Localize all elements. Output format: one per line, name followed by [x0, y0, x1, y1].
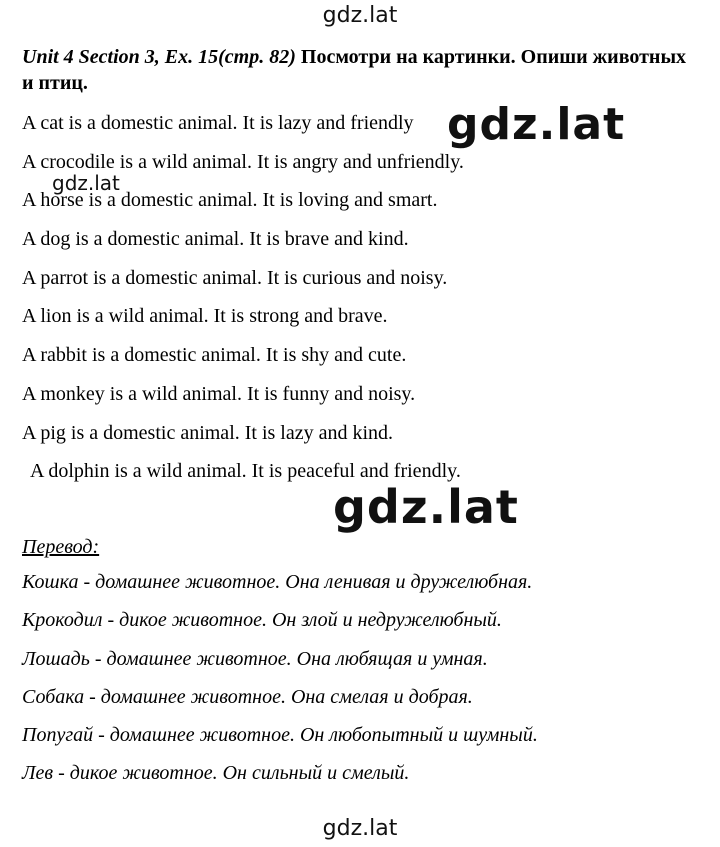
translation-sentence: Крокодил - дикое животное. Он злой и недружелюбный. [22, 609, 502, 632]
translation-sentences [0, 569, 538, 799]
english-sentence: A cat is a domestic animal. It is lazy and friendly [22, 112, 414, 134]
english-sentence: A crocodile is a wild animal. It is angry and unfriendly. [22, 150, 464, 173]
watermark-small-left: gdz.lat [52, 171, 120, 195]
watermark-large-middle: gdz.lat [333, 480, 519, 534]
exercise-header [22, 44, 702, 96]
translation-sentence: Лошадь - домашнее животное. Она любящая и умная. [22, 647, 488, 670]
english-sentence: A rabbit is a domestic animal. It is shy and cute. [22, 344, 407, 367]
english-sentence: A dolphin is a wild animal. It is peaceful and friendly. [30, 460, 461, 483]
english-sentence: A monkey is a wild animal. It is funny and noisy. [22, 382, 416, 405]
english-sentence: A parrot is a domestic animal. It is curious and noisy. [22, 266, 448, 289]
english-sentence: A pig is a domestic animal. It is lazy and kind. [22, 421, 394, 444]
exercise-instruction: Посмотри на картинки. Опиши животных и птиц. [22, 46, 687, 94]
english-sentence: A lion is a wild animal. It is strong and brave. [22, 305, 388, 328]
english-sentence: A horse is a domestic animal. It is loving and smart. [22, 189, 438, 212]
exercise-reference: Unit 4 Section 3, Ex. 15(стр. 82) [22, 46, 296, 68]
english-sentence: A dog is a domestic animal. It is brave and kind. [22, 228, 409, 251]
translation-sentence: Попугай - домашнее животное. Он любопытный и шумный. [22, 724, 538, 747]
translation-sentence: Собака - домашнее животное. Она смелая и добрая. [22, 685, 473, 708]
translation-title: Перевод: [22, 536, 100, 558]
watermark-top: gdz.lat [322, 3, 398, 28]
english-sentences [0, 110, 464, 497]
watermark-large-upper: gdz.lat [447, 99, 626, 150]
translation-sentence: Лев - дикое животное. Он сильный и смелый. [22, 762, 410, 785]
watermark-bottom: gdz.lat [322, 816, 398, 841]
translation-sentence: Кошка - домашнее животное. Она ленивая и дружелюбная. [22, 571, 533, 593]
